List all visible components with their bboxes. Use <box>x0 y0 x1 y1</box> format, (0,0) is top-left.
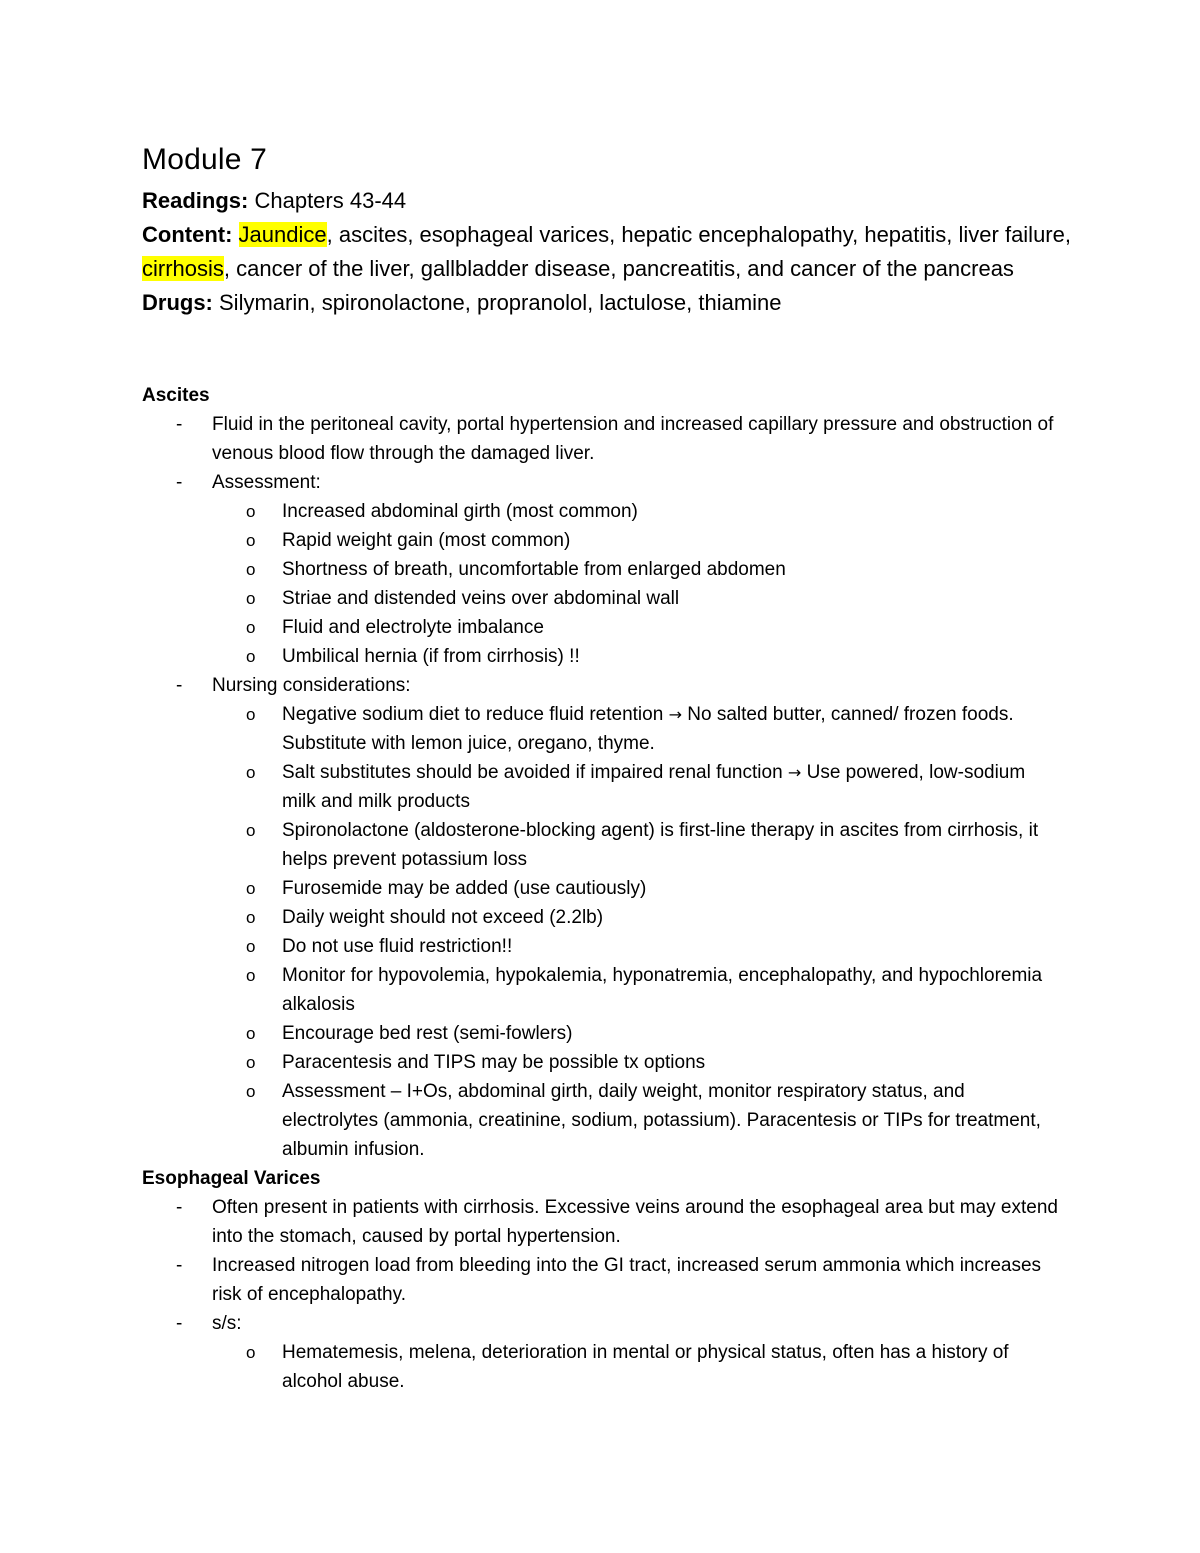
module-summary <box>142 184 1082 320</box>
list-item-text: Spironolactone (aldosterone-blocking agent) is first-line therapy in ascites from cirrhosis, it helps prevent potassium loss <box>282 820 1039 870</box>
dash-marker: - <box>176 472 183 493</box>
circle-bullet-icon: o <box>246 502 256 521</box>
ss-label: s/s: <box>212 1313 242 1334</box>
list-item <box>210 613 1052 642</box>
dash-marker: - <box>176 1255 183 1276</box>
page-title: Module 7 <box>142 143 268 176</box>
dash-marker: - <box>176 675 183 696</box>
list-item <box>142 410 1062 468</box>
drugs-line <box>142 286 1082 320</box>
list-item <box>210 758 1052 816</box>
drugs-label: Drugs: <box>142 290 213 315</box>
ascites-list <box>142 410 1062 1164</box>
ascites-definition: Fluid in the peritoneal cavity, portal hypertension and increased capillary pressure and obstruction of venous blood flow through the damaged liver. <box>212 414 1054 464</box>
list-item <box>210 555 1052 584</box>
circle-bullet-icon: o <box>246 1082 256 1101</box>
nursing-label: Nursing considerations: <box>212 675 411 696</box>
ascites-section <box>142 381 1062 1396</box>
list-item-text: Increased nitrogen load from bleeding into the GI tract, increased serum ammonia which increases risk of encephalopathy. <box>212 1255 1042 1305</box>
list-item <box>210 874 1052 903</box>
circle-bullet-icon: o <box>246 763 256 782</box>
list-item-text: No salted butter, canned/ frozen foods. Substitute with lemon juice, oregano, thyme. <box>282 704 1014 754</box>
list-item <box>142 468 1062 671</box>
ascites-heading: Ascites <box>142 385 210 406</box>
list-item-text: Increased abdominal girth (most common) <box>282 501 638 522</box>
circle-bullet-icon: o <box>246 1053 256 1072</box>
circle-bullet-icon: o <box>246 908 256 927</box>
list-item-text: Often present in patients with cirrhosis. Excessive veins around the esophageal area but may extend into the stomach, caused by portal hypertension. <box>212 1197 1058 1247</box>
list-item <box>210 526 1052 555</box>
circle-bullet-icon: o <box>246 705 256 724</box>
list-item-text: Umbilical hernia (if from cirrhosis) !! <box>282 646 580 667</box>
ss-list <box>212 1338 1062 1396</box>
circle-bullet-icon: o <box>246 879 256 898</box>
list-item-text: Daily weight should not exceed (2.2lb) <box>282 907 604 928</box>
list-item <box>210 1048 1052 1077</box>
dash-marker: - <box>176 414 183 435</box>
list-item <box>142 1251 1062 1309</box>
drugs-text: Silymarin, spironolactone, propranolol, lactulose, thiamine <box>212 290 782 315</box>
content-line <box>142 218 1082 286</box>
circle-bullet-icon: o <box>246 589 256 608</box>
circle-bullet-icon: o <box>246 821 256 840</box>
highlight-jaundice: Jaundice <box>238 222 327 247</box>
list-item-text: Monitor for hypovolemia, hypokalemia, hyponatremia, encephalopathy, and hypochloremia alkalosis <box>282 965 1043 1015</box>
circle-bullet-icon: o <box>246 647 256 666</box>
assessment-list <box>212 497 1062 671</box>
list-item <box>210 642 1052 671</box>
list-item <box>210 700 1052 758</box>
circle-bullet-icon: o <box>246 1343 256 1362</box>
readings-label: Readings: <box>142 188 249 213</box>
arrow-right-icon: → <box>668 705 682 724</box>
varices-list <box>142 1193 1062 1396</box>
list-item-text: Do not use fluid restriction!! <box>282 936 513 957</box>
list-item <box>210 903 1052 932</box>
circle-bullet-icon: o <box>246 618 256 637</box>
list-item <box>210 584 1052 613</box>
circle-bullet-icon: o <box>246 560 256 579</box>
list-item <box>210 1077 1052 1164</box>
list-item-text: Shortness of breath, uncomfortable from enlarged abdomen <box>282 559 786 580</box>
circle-bullet-icon: o <box>246 1024 256 1043</box>
list-item <box>210 961 1052 1019</box>
list-item-text: Furosemide may be added (use cautiously) <box>282 878 647 899</box>
content-text-2: , cancer of the liver, gallbladder disease, pancreatitis, and cancer of the pancreas <box>223 256 1014 281</box>
list-item <box>210 932 1052 961</box>
list-item-text: Paracentesis and TIPS may be possible tx options <box>282 1052 706 1073</box>
content-label: Content: <box>142 222 233 247</box>
list-item-text: Striae and distended veins over abdominal wall <box>282 588 680 609</box>
circle-bullet-icon: o <box>246 966 256 985</box>
list-item <box>142 1309 1062 1396</box>
list-item-text: Fluid and electrolyte imbalance <box>282 617 544 638</box>
list-item-text: Encourage bed rest (semi-fowlers) <box>282 1023 573 1044</box>
varices-heading: Esophageal Varices <box>142 1168 321 1189</box>
readings-text: Chapters 43-44 <box>248 188 407 213</box>
dash-marker: - <box>176 1197 183 1218</box>
list-item <box>142 671 1062 1164</box>
readings-line <box>142 184 1082 218</box>
list-item <box>210 497 1052 526</box>
list-item-text: Negative sodium diet to reduce fluid retention <box>282 704 669 725</box>
list-item <box>210 1019 1052 1048</box>
list-item-text: Salt substitutes should be avoided if impaired renal function <box>282 762 788 783</box>
circle-bullet-icon: o <box>246 937 256 956</box>
list-item <box>142 1193 1062 1251</box>
list-item-text: Rapid weight gain (most common) <box>282 530 571 551</box>
list-item-text: Hematemesis, melena, deterioration in mental or physical status, often has a history of alcohol abuse. <box>282 1342 1009 1392</box>
arrow-right-icon: → <box>787 763 802 782</box>
list-item-text: Assessment – I+Os, abdominal girth, daily weight, monitor respiratory status, and electrolytes (ammonia, creatinine, sodium, potassium). Paracentesis or TIPs for treatment, albumin infusion. <box>282 1081 1041 1160</box>
list-item <box>210 1338 1052 1396</box>
list-item <box>210 816 1052 874</box>
highlight-cirrhosis: cirrhosis <box>142 256 224 281</box>
assessment-label: Assessment: <box>212 472 321 493</box>
content-text-1: , ascites, esophageal varices, hepatic encephalopathy, hepatitis, liver failure, <box>326 222 1071 247</box>
nursing-list <box>212 700 1062 1164</box>
dash-marker: - <box>176 1313 183 1334</box>
list-item-text: Use powered, low-sodium milk and milk products <box>282 762 1026 812</box>
circle-bullet-icon: o <box>246 531 256 550</box>
